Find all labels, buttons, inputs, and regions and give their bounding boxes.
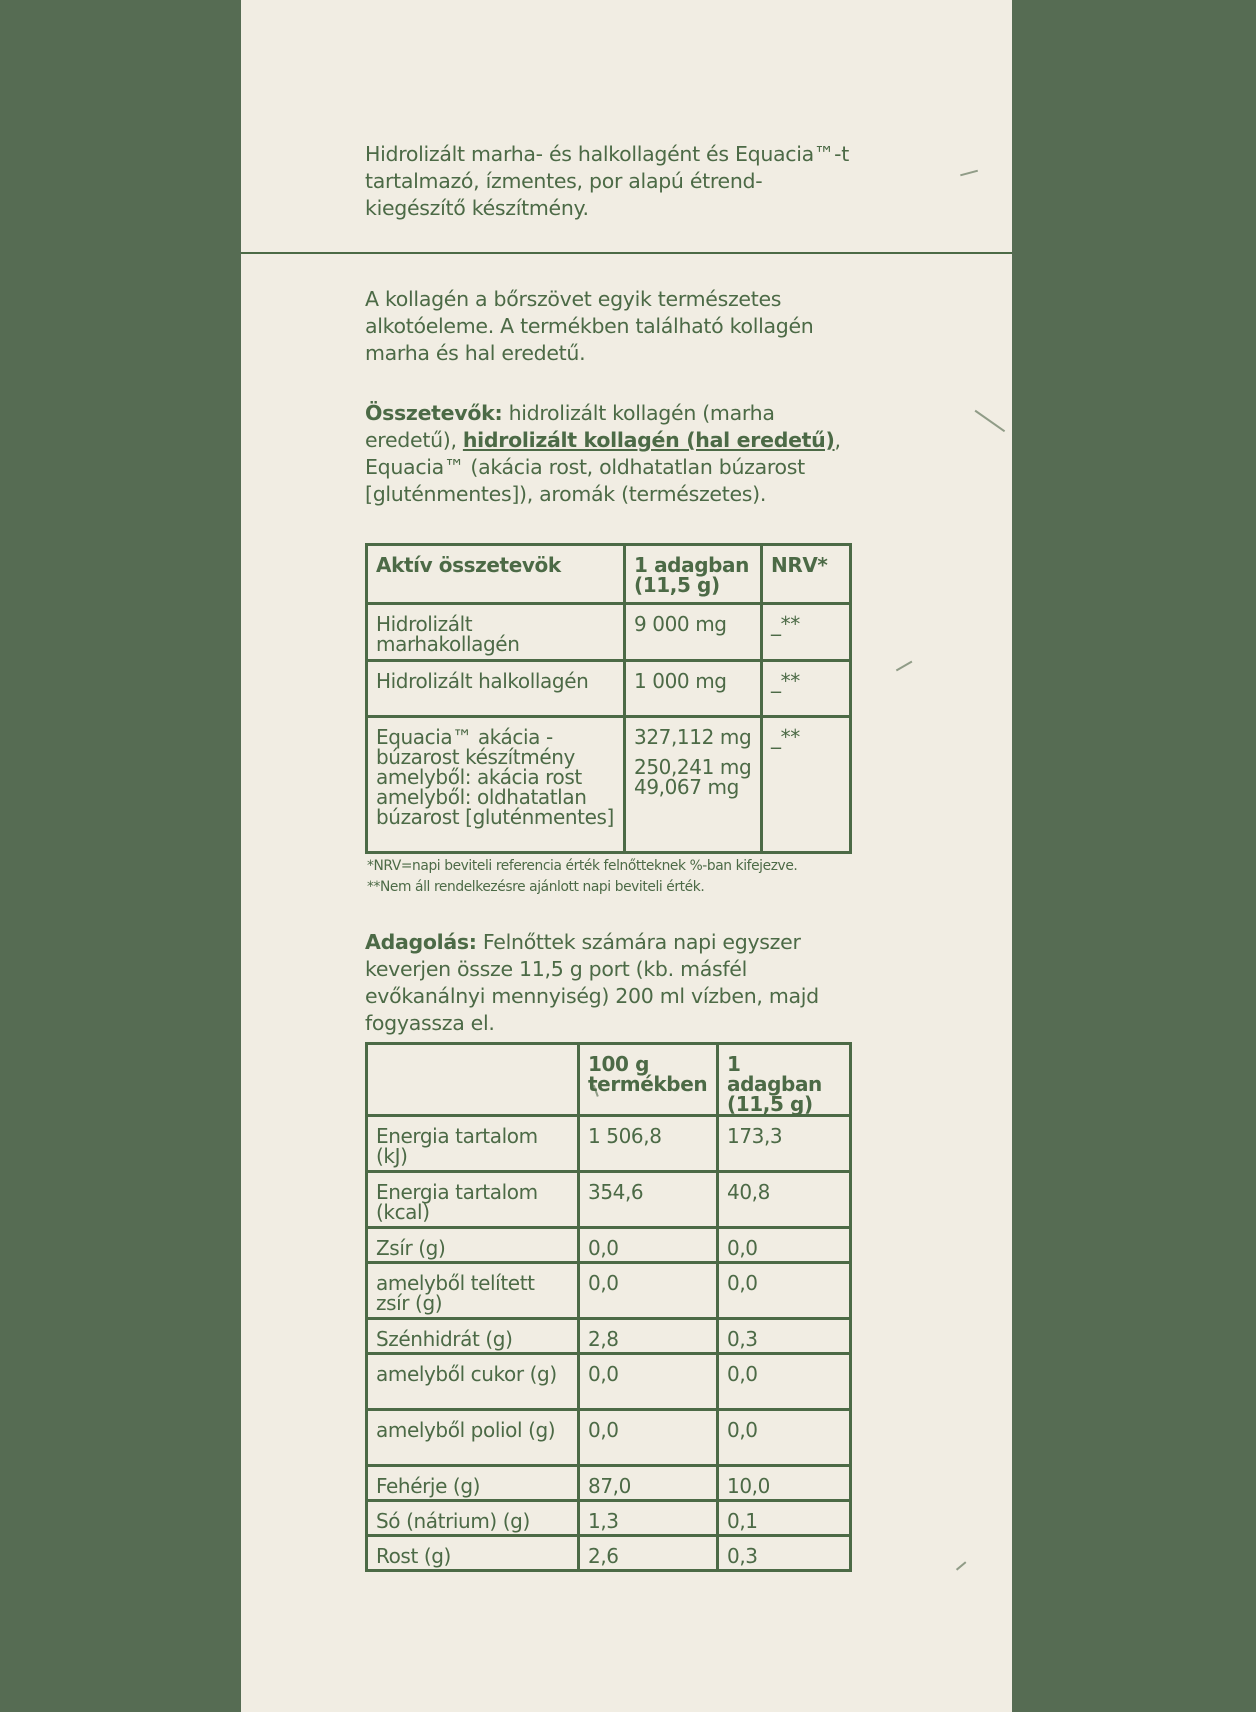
nutrient-per-serving: 0,0 <box>718 1263 851 1319</box>
nutrient-per-100g: 1,3 <box>579 1501 718 1536</box>
nutrient-per-100g: 1 506,8 <box>579 1116 718 1172</box>
footnote-not-available: **Nem áll rendelkezésre ajánlott napi beviteli érték. <box>367 879 705 895</box>
nutrient-name: amelyből cukor (g) <box>367 1354 579 1410</box>
nutrient-per-serving: 10,0 <box>718 1466 851 1501</box>
nutrient-per-serving: 40,8 <box>718 1172 851 1228</box>
nutrient-per-serving: 0,0 <box>718 1410 851 1466</box>
footnotes <box>367 856 857 898</box>
header-cell <box>367 1044 579 1116</box>
nutrient-per-serving: 173,3 <box>718 1116 851 1172</box>
nutrient-per-100g: 354,6 <box>579 1172 718 1228</box>
nutrient-per-100g: 0,0 <box>579 1354 718 1410</box>
nutrient-name: Energia tartalom (kcal) <box>367 1172 579 1228</box>
nutrient-name: Zsír (g) <box>367 1228 579 1263</box>
ingredients-label: Összetevők: <box>365 401 503 425</box>
ingredient-nrv: _** <box>762 717 851 853</box>
table-row <box>367 604 851 661</box>
nutrient-name: Energia tartalom (kJ) <box>367 1116 579 1172</box>
product-intro: Hidrolizált marha- és halkollagént és Equacia™-t tartalmazó, ízmentes, por alapú étrend-kiegészítő készítmény. <box>365 142 849 220</box>
header-cell: Aktív összetevök <box>367 545 625 604</box>
footnote-nrv: *NRV=napi beviteli referencia érték felnőtteknek %-ban kifejezve. <box>367 858 798 874</box>
table-row <box>367 1466 851 1501</box>
active-ingredients-table <box>365 543 852 854</box>
table-row <box>367 1116 851 1172</box>
ingredient-sub-name: amelyből: oldhatatlan búzarost [gluténmentes] <box>376 785 614 829</box>
ingredient-sub-amount: 49,067 mg <box>634 775 739 799</box>
nutrient-name: Rost (g) <box>367 1536 579 1571</box>
nutrient-per-serving: 0,3 <box>718 1319 851 1354</box>
ingredient-name: Hidrolizált halkollagén <box>367 661 625 717</box>
header-cell: 1 adagban (11,5 g) <box>625 545 762 604</box>
ingredient-amount: 1 000 mg <box>625 661 762 717</box>
nutrient-per-100g: 87,0 <box>579 1466 718 1501</box>
table-row <box>367 1172 851 1228</box>
nutrient-per-100g: 2,8 <box>579 1319 718 1354</box>
dosage-text: Felnőttek számára napi egyszer keverjen össze 11,5 g port (kb. másfél evőkanálnyi mennyiség) 200 ml vízben, majd fogyassza el. <box>365 930 819 1035</box>
nutrient-name: Fehérje (g) <box>367 1466 579 1501</box>
table-row <box>367 661 851 717</box>
ingredients-text-end: , Equacia™ (akácia rost, oldhatatlan búzarost [gluténmentes]), aromák (természetes). <box>365 428 841 506</box>
nutrient-per-100g: 2,6 <box>579 1536 718 1571</box>
nutrient-name: Só (nátrium) (g) <box>367 1501 579 1536</box>
nutrient-per-100g: 0,0 <box>579 1228 718 1263</box>
header-cell: NRV* <box>762 545 851 604</box>
table-row <box>367 1319 851 1354</box>
table-row <box>367 1410 851 1466</box>
ingredient-name: Hidrolizált marhakollagén <box>367 604 625 661</box>
dosage-label: Adagolás: <box>365 930 477 954</box>
ingredient-nrv: _** <box>762 661 851 717</box>
nutrient-name: amelyből poliol (g) <box>367 1410 579 1466</box>
ingredient-sub-amount: 250,241 mg <box>634 755 752 779</box>
nutrient-per-serving: 0,0 <box>718 1354 851 1410</box>
nutrient-per-serving: 0,0 <box>718 1228 851 1263</box>
section-divider <box>241 252 1012 254</box>
nutrition-table <box>365 1042 852 1572</box>
table-row <box>367 1263 851 1319</box>
header-cell: 1 adagban (11,5 g) <box>718 1044 851 1116</box>
ingredient-amount <box>625 717 762 853</box>
ingredients-paragraph <box>365 400 855 508</box>
table-header-row <box>367 545 851 604</box>
ingredient-main-amount: 327,112 mg <box>634 725 752 749</box>
nutrient-name: amelyből telített zsír (g) <box>367 1263 579 1319</box>
table-row <box>367 1536 851 1571</box>
nutrient-per-serving: 0,1 <box>718 1501 851 1536</box>
dosage-paragraph <box>365 929 855 1037</box>
nutrient-per-100g: 0,0 <box>579 1410 718 1466</box>
ingredients-highlight: hidrolizált kollagén (hal eredetű) <box>462 428 835 452</box>
nutrient-per-100g: 0,0 <box>579 1263 718 1319</box>
ingredients-text: hidrolizált kollagén (marha eredetű), <box>365 401 775 452</box>
ingredient-nrv: _** <box>762 604 851 661</box>
ingredient-name <box>367 717 625 853</box>
table-row <box>367 1354 851 1410</box>
table-row <box>367 717 851 853</box>
table-row <box>367 1228 851 1263</box>
ingredient-main-name: Equacia™ akácia -búzarost készítmény <box>376 725 575 769</box>
nutrient-per-serving: 0,3 <box>718 1536 851 1571</box>
ingredient-amount: 9 000 mg <box>625 604 762 661</box>
table-row <box>367 1501 851 1536</box>
table-header-row <box>367 1044 851 1116</box>
header-cell: 100 g termékben <box>579 1044 718 1116</box>
product-description: A kollagén a bőrszövet egyik természetes alkotóeleme. A termékben található kollagén marha és hal eredetű. <box>365 287 814 365</box>
ingredient-sub-name: amelyből: akácia rost <box>376 765 582 789</box>
nutrient-name: Szénhidrát (g) <box>367 1319 579 1354</box>
